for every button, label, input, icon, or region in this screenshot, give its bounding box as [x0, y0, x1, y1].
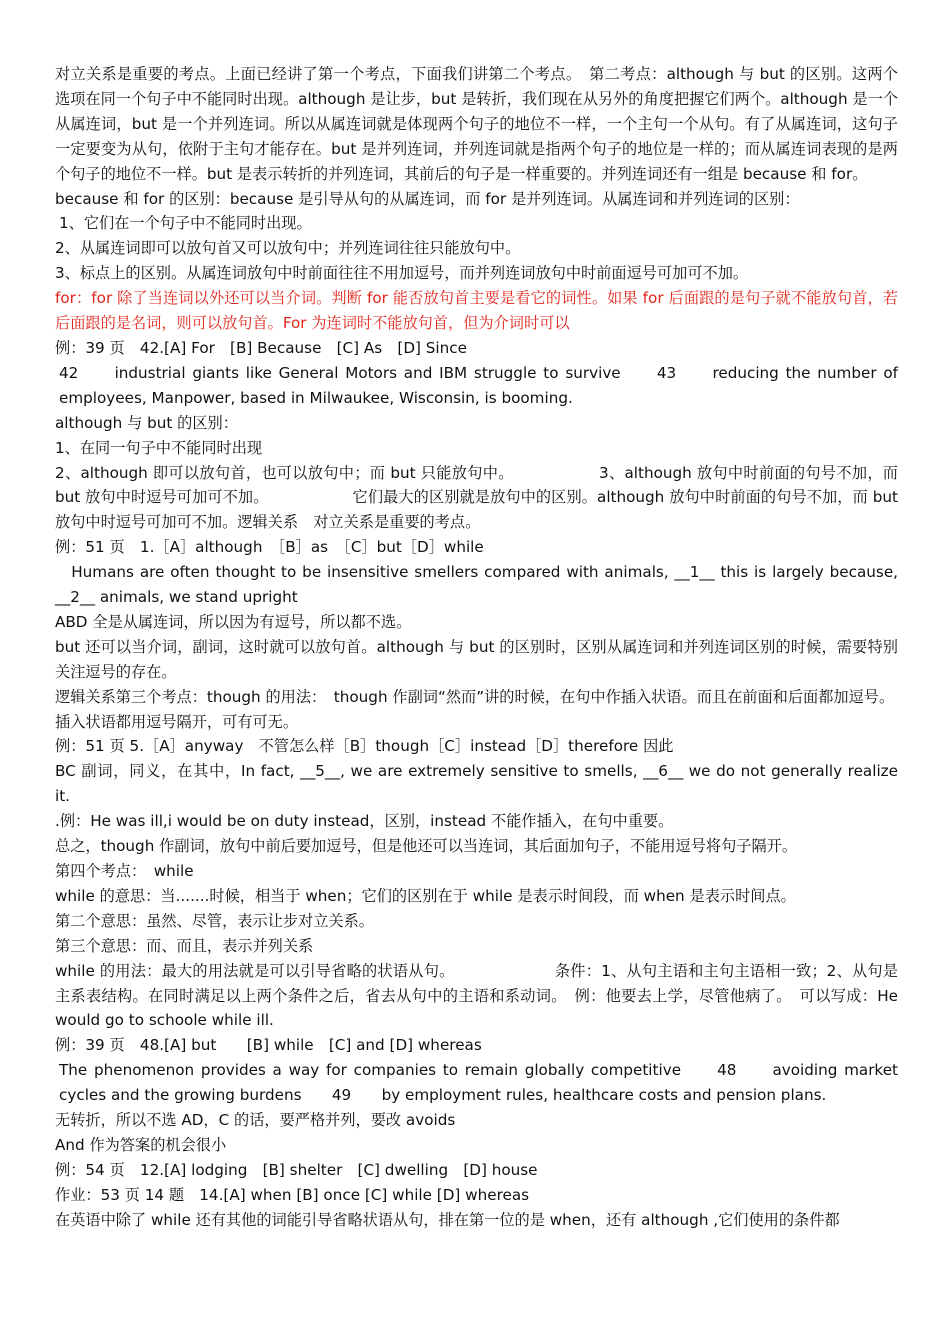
- example-line: 例：51 页 5.［A］anyway 不管怎么样［B］though［C］instead［D］therefore 因此: [55, 737, 674, 756]
- example-line: 例：51 页 1.［A］although ［B］as ［C］but［D］while: [55, 538, 484, 557]
- paragraph: 第二个意思：虽然、尽管，表示让步对立关系。: [55, 911, 374, 930]
- paragraph: 第三个意思：而、而且，表示并列关系: [55, 936, 314, 955]
- example-line: 例：39 页 48.[A] but [B] while [C] and [D] whereas: [55, 1036, 482, 1055]
- paragraph: 总之，though 作副词，放句中前后要加逗号，但是他还可以当连词，其后面加句子，不能用逗号将句子隔开。: [55, 837, 798, 856]
- list-item: 1、它们在一个句子中不能同时出现。: [59, 214, 312, 233]
- highlight-note-for: for：for 除了当连词以外还可以当介词。判断 for 能否放句首主要是看它的词性。如果 for 后面跟的是句子就不能放句首，若后面跟的是名词，则可以放句首。For 为连词时不能放句首，但为介词时可以: [55, 289, 898, 333]
- paragraph: 在英语中除了 while 还有其他的词能引导省略状语从句，排在第一位的是 when，还有 although ,它们使用的条件都: [55, 1210, 840, 1229]
- example-sentence: BC 副词，同义，在其中，In fact, __5__, we are extremely sensitive to smells, __6__ we do not generally realize it.: [55, 762, 898, 806]
- section-heading: 第四个考点： while: [55, 862, 194, 880]
- paragraph: but 还可以当介词，副词，这时就可以放句首。although 与 but 的区别时，区别从属连词和并列连词区别的时候，需要特别关注逗号的存在。: [55, 637, 898, 681]
- list-item: 2、although 即可以放句首，也可以放句中；而 but 只能放句中。 3、although 放句中时前面的句号不加，而 but 放句中时逗号可加可不加。 它们最大的区别就是放句中的区别。although 放句中时前面的句号不加，而 but 放句中时逗号可加可不加。逻辑关系 对立关系是重要的考点。: [55, 463, 898, 532]
- paragraph: ABD 全是从属连词，所以因为有逗号，所以都不选。: [55, 612, 412, 631]
- example-sentence: 42 industrial giants like General Motors and IBM struggle to survive 43 reducing the number of employees, Manpower, based in Milwaukee, Wisconsin, is booming.: [59, 363, 898, 407]
- paragraph-intro: 对立关系是重要的考点。上面已经讲了第一个考点，下面我们讲第二个考点。 第二考点：although 与 but 的区别。这两个选项在同一个句子中不能同时出现。although 是让步，but 是转折，我们现在从另外的角度把握它们两个。although 是一个从属连词，but 是一个并列连词。所以从属连词就是体现两个句子的地位不一样，一个主句一个从句。有了从属连词，这句子一定要变为从句，依附于主句才能存在。but 是并列连词，并列连词就是指两个句子的地位是一样的；而从属连词表现的是两个句子的地位不一样。but 是表示转折的并列连词，其前后的句子是一样重要的。并列连词还有一组是 because 和 for。: [55, 65, 898, 183]
- list-item: 2、从属连词即可以放句首又可以放句中；并列连词往往只能放句中。: [55, 239, 521, 258]
- example-sentence: The phenomenon provides a way for companies to remain globally competitive 48 avoiding market cycles and the growing burdens 49 by employment rules, healthcare costs and pension plans.: [59, 1061, 898, 1105]
- example-line: 例：39 页 42.[A] For [B] Because [C] As [D] Since: [55, 338, 467, 357]
- example-line: 作业：53 页 14 题 14.[A] when [B] once [C] while [D] whereas: [55, 1185, 530, 1204]
- section-heading: although 与 but 的区别：: [55, 413, 238, 432]
- example-line: 例：54 页 12.[A] lodging [B] shelter [C] dwelling [D] house: [55, 1160, 538, 1179]
- paragraph: while 的意思：当.......时候，相当于 when；它们的区别在于 while 是表示时间段，而 when 是表示时间点。: [55, 886, 796, 905]
- paragraph: 逻辑关系第三个考点：though 的用法： though 作副词“然而”讲的时候，在句中作插入状语。而且在前面和后面都加逗号。: [55, 687, 895, 706]
- example-line: .例：He was ill,i would be on duty instead，区别，instead 不能作插入，在句中重要。: [55, 812, 674, 831]
- list-item: 1、在同一句子中不能同时出现: [55, 438, 263, 457]
- paragraph: 插入状语都用逗号隔开，可有可无。: [55, 712, 298, 731]
- example-sentence: Humans are often thought to be insensitive smellers compared with animals, __1__ this is largely because, __2__ animals, we stand upright: [55, 563, 898, 607]
- paragraph-because-for: because 和 for 的区别：because 是引导从句的从属连词，而 for 是并列连词。从属连词和并列连词的区别：: [55, 189, 800, 208]
- list-item: 3、标点上的区别。从属连词放句中时前面往往不用加逗号，而并列连词放句中时前面逗号可加可不加。: [55, 264, 749, 283]
- paragraph: while 的用法：最大的用法就是可以引导省略的状语从句。 条件：1、从句主语和主句主语相一致；2、从句是主系表结构。在同时满足以上两个条件之后，省去从句中的主语和系动词。 例：他要去上学，尽管他病了。 可以写成：He would go to schoole while ill.: [55, 961, 898, 1030]
- paragraph: And 作为答案的机会很小: [55, 1135, 227, 1154]
- paragraph: 无转折，所以不选 AD，C 的话，要严格并列，要改 avoids: [55, 1111, 456, 1130]
